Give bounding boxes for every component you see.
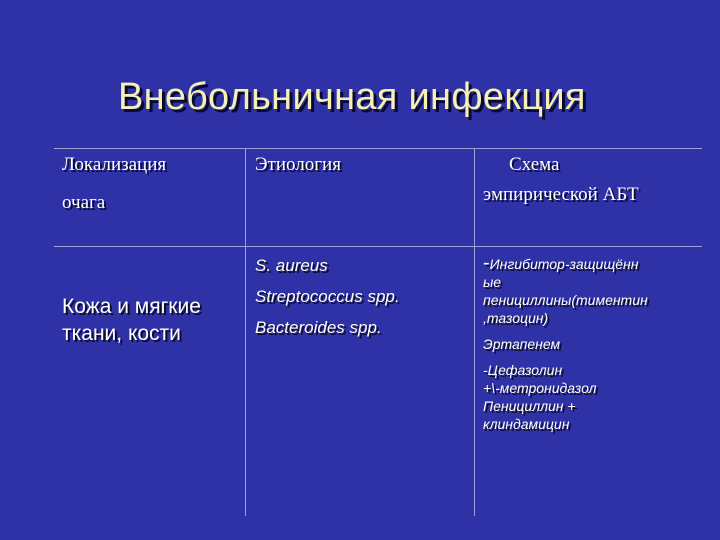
localization-line1: Кожа и мягкие bbox=[62, 295, 201, 318]
scheme-item-1-line2: ые bbox=[483, 274, 502, 290]
scheme-item-1-line4: ,тазоцин) bbox=[483, 310, 549, 326]
table-column-rule-1 bbox=[245, 148, 246, 516]
table-header-rule bbox=[54, 246, 702, 247]
header-scheme bbox=[483, 146, 639, 210]
scheme-item-4-line1: Пенициллин + bbox=[483, 398, 576, 414]
scheme-item-1-dash: - bbox=[483, 252, 490, 274]
cell-localization bbox=[62, 293, 201, 347]
slide-title: Внебольничная инфекция bbox=[118, 76, 586, 118]
header-etiology bbox=[255, 146, 341, 184]
scheme-item-1-line1: Ингибитор-защищённ bbox=[489, 256, 639, 272]
header-localization-line2: очага bbox=[62, 192, 106, 213]
table-column-rule-2 bbox=[474, 148, 475, 516]
etiology-item: S. aureus bbox=[255, 256, 328, 275]
cell-scheme bbox=[483, 254, 709, 441]
header-etiology-label: Этиология bbox=[255, 154, 341, 175]
etiology-item: Streptococcus spp. bbox=[255, 287, 400, 306]
scheme-item-3 bbox=[483, 361, 709, 433]
scheme-item-3-line1: -Цефазолин bbox=[483, 362, 563, 378]
scheme-item-3-line2: +\-метронидазол bbox=[483, 380, 597, 396]
localization-line2: ткани, кости bbox=[62, 322, 181, 345]
cell-etiology bbox=[255, 250, 400, 343]
header-scheme-line2: эмпирической АБТ bbox=[483, 184, 639, 205]
header-localization-line1: Локализация bbox=[62, 154, 167, 175]
scheme-item-2-text: Эртапенем bbox=[483, 336, 561, 352]
scheme-item-1-line3: пенициллины(тиментин bbox=[483, 292, 648, 308]
scheme-item-1 bbox=[483, 254, 709, 327]
header-scheme-line1: Схема bbox=[509, 154, 560, 175]
scheme-item-2 bbox=[483, 335, 709, 353]
scheme-item-4-line2: клиндамицин bbox=[483, 416, 570, 432]
header-localization bbox=[62, 146, 166, 222]
etiology-item: Bacteroides spp. bbox=[255, 318, 382, 337]
